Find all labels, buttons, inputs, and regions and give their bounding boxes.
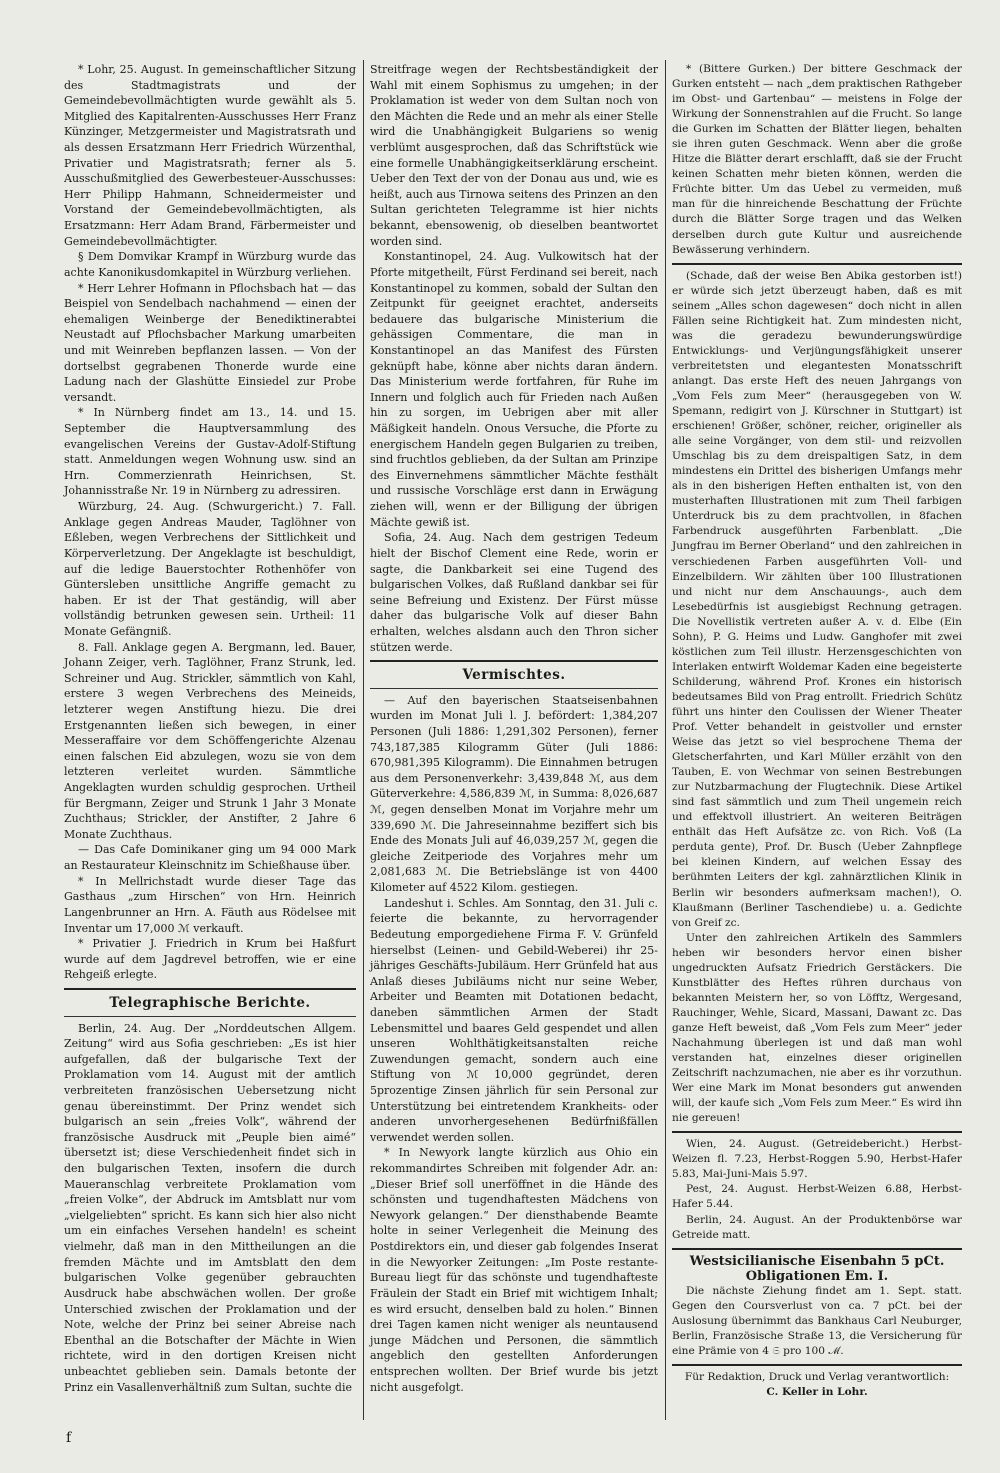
article-cafe: — Das Cafe Dominikaner ging um 94 000 Mark an Restaurateur Kleinschnitz im Schießhause über.	[64, 843, 356, 873]
column-3	[672, 62, 962, 1400]
section-rule	[672, 1364, 962, 1366]
article-continuation: Streitfrage wegen der Rechtsbeständigkeit der Wahl mit einem Sophismus zu umgehen; in der Proklamation ist weder von dem Sultan noch von den Mächten die Rede und an mehr als einer Stelle wird die Unabhängigkeit Bulgariens so wenig verblümt ausgesprochen, daß das Schriftstück wie eine formelle Unabhängigkeitserklärung erscheint. Ueber den Text der von der Donau aus und, wie es heißt, auch aus Tirnowa seitens des Prinzen an den Sultan gerichteten Telegramme ist hier nichts bekannt, ebensowenig, ob dieselben beantwortet worden sind.	[370, 63, 658, 248]
section-rule	[370, 688, 658, 689]
market-pest: Pest, 24. August. Herbst-Weizen 6.88, Herbst-Hafer 5.44.	[672, 1183, 962, 1211]
article-berlin: Berlin, 24. Aug. Der „Norddeutschen Allgem. Zeitung“ wird aus Sofia geschrieben: „Es ist hier aufgefallen, daß der bulgarische Text der Proklamation vom 14. August mit der amtlich verbreiteten französischen Uebersetzung nicht genau übereinstimmt. Der Prinz wendet sich bulgarisch an sein „freies Volk“, während der französische Ausdruck mit „Peuple bien aimé“ übersetzt ist; diese Verschiedenheit findet sich in den bulgarischen Texten, insofern die durch Maueranschlag verbreitete Proklamation vom „freien Volke“, der Abdruck im Amtsblatt nur vom „vielgeliebten“ spricht. Es kann sich hier also nicht um ein einfaches Versehen handeln! es scheint vielmehr, daß man in den Mittheilungen an die fremden Mächte und im Amtsblatt den dem bulgarischen Volke gegenüber gebrauchten Ausdruck habe abschwächen wollen. Der große Unterschied zwischen der Proklamation und der Note, welche der Prinz bei seiner Abreise nach Ebenthal an die Botschafter der Mächte in Wien richtete, wird in den dortigen Kreisen nicht unbeachtet geblieben sein. Damals betonte der Prinz ein Vasallenverhältniß zum Sultan, suchte die	[64, 1021, 356, 1394]
section-rule	[672, 1131, 962, 1133]
imprint-line: Für Redaktion, Druck und Verlag verantwortlich:	[684, 1370, 950, 1383]
article-schwurgericht-fall7: Würzburg, 24. Aug. (Schwurgericht.) 7. Fall. Anklage gegen Andreas Mauder, Taglöhner von Eßleben, wegen Verbrechens der Sittlichkeit und Körperverletzung. Der Angeklagte ist beschuldigt, auf die ledige Bauerstochter Rothenhöfer von Güntersleben unsittliche Angriffe gemacht zu haben. Er ist der That geständig, will aber vollständig betrunken gewesen sein. Urtheil: 11 Monate Gefängniß.	[64, 500, 356, 638]
section-rule	[370, 660, 658, 662]
article-newyork: * In Newyork langte kürzlich aus Ohio ein rekommandirtes Schreiben mit folgender Adr. an: „Dieser Brief soll unerföffnet in die Hände des schönsten und tugendhaftesten Mädchens von Newyork gelangen.“ Der diensthabende Beamte holte in seiner Verlegenheit die Meinung des Postdirektors ein, und dieser gab folgendes Inserat in die Newyorker Zeitungen: „Im Poste restante-Bureau liegt für das schönste und tugendhafteste Fräulein der Stadt ein Brief mit wichtigem Inhalt; es wird ersucht, denselben bald zu holen.“ Binnen drei Tagen kamen nicht weniger als neuntausend junge Mädchen und Personen, die sämmtlich angeblich den gestellten Anforderungen entsprechen wollten. Der Brief wurde bis jetzt nicht ausgefolgt.	[370, 1146, 658, 1394]
section-rule	[672, 1248, 962, 1250]
article-konstantinopel: Konstantinopel, 24. Aug. Vulkowitsch hat der Pforte mitgetheilt, Fürst Ferdinand sei bereit, nach Konstantinopel zu kommen, sobald der Sultan den Zeitpunkt für geeignet erachtet, anderseits bedauere das bulgarische Ministerium die gehässigen Commentare, die man in Konstantinopel an das Manifest des Fürsten geknüpft habe, könne aber nichts daran ändern. Das Ministerium werde fortfahren, für Ruhe im Innern und folglich auch für Frieden nach Außen hin zu sorgen, im Uebrigen aber mit aller Mäßigkeit handeln. Onous Versuche, die Pforte zu energischem Handeln gegen Bulgarien zu treiben, sind fruchtlos geblieben, da der Sultan am Prinzipe des Einvernehmens sämmtlicher Mächte festhält und russische Vorschläge erst dann in Erwägung ziehen will, wenn er der Billigung der übrigen Mächte gewiß ist.	[370, 250, 658, 529]
article-krum: * Privatier J. Friedrich in Krum bei Haßfurt wurde auf dem Jagdrevel betroffen, wie er eine Rehgeiß erlegte.	[64, 937, 356, 982]
article-domvikar: § Dem Domvikar Krampf in Würzburg wurde das achte Kanonikusdomkapitel in Würzburg verliehen.	[64, 250, 356, 279]
article-lohr: * Lohr, 25. August. In gemeinschaftlicher Sitzung des Stadtmagistrats und der Gemeindebevollmächtigten wurde gewählt als 5. Mitglied des Kapitalrenten-Ausschusses Herr Franz Künzinger, Metzgermeister und Magistratsrath und als dessen Ersatzmann Herr Friedrich Würzenthal, Privatier und Magistratsrath; ferner als 5. Ausschußmitglied des Gewerbesteuer-Ausschusses: Herr Philipp Hahmann, Schneidermeister und Vorstand der Gemeindebevollmächtigten, als Ersatzmann: Herr Adam Brand, Färbermeister und Gemeindebevollmächtigter.	[64, 63, 356, 248]
signature-mark: f	[66, 1430, 72, 1446]
ad-title: Westsicilianische Eisenbahn 5 pCt.	[689, 1253, 945, 1269]
ad-body: Die nächste Ziehung findet am 1. Sept. statt. Gegen den Coursverlust von ca. 7 pCt. bei der Auslosung übernimmt das Bankhaus Carl Neuburger, Berlin, Französische Straße 13, die Versicherung für eine Prämie von 4 𝔖 pro 100 ℳ.	[672, 1284, 962, 1357]
column-divider	[363, 60, 364, 1420]
market-wien: Wien, 24. August. (Getreidebericht.) Herbst-Weizen fl. 7.23, Herbst-Roggen 5.90, Herbst-Hafer 5.83, Mai-Juni-Mais 5.97.	[672, 1138, 962, 1181]
ad-subtitle: Obligationen Em. I.	[745, 1268, 889, 1284]
article-schwurgericht-fall8: 8. Fall. Anklage gegen A. Bergmann, led. Bauer, Johann Zeiger, verh. Taglöhner, Franz Strunk, led. Schreiner und Aug. Strickler, sämmtlich von Kahl, erstere 3 wegen Verbrechens des Meineids, letzterer wegen Anstiftung hiezu. Die drei Erstgenannten ließen sich bewegen, in einer Messeraffaire vor dem Schöffengerichte Alzenau einen falschen Eid abzulegen, wozu sie von dem letzteren verleitet wurden. Sämmtliche Angeklagten wurden schuldig gesprochen. Urtheil für Bergmann, Zeiger und Strunk 1 Jahr 3 Monate Zuchthaus; Strickler, der Anstifter, 2 Jahre 6 Monate Zuchthaus.	[64, 640, 356, 841]
section-rule	[64, 988, 356, 990]
article-vom-fels-zum-meer-cont: Unter den zahlreichen Artikeln des Sammlers heben wir besonders hervor einen bisher ungedruckten Aufsatz Friedrich Gerstäckers. Die Kunstblätter des Heftes rühren durchaus von bekannten Meistern her, so von Löfftz, Wergesand, Rauchinger, Wehle, Sicard, Massani, Dawant zc. Das ganze Heft beweist, daß „Vom Fels zum Meer“ jeder Nachahmung überlegen ist und daß man wohl verstanden hat, einzelnes dieser originellen Zeitschrift nachzumachen, nie aber es ihr vorzuthun. Wer eine Mark im Monat besonders gut anwenden will, der kaufe sich „Vom Fels zum Meer.“ Es wird ihn nie gereuen!	[672, 931, 962, 1125]
article-landeshut: Landeshut i. Schles. Am Sonntag, den 31. Juli c. feierte die bekannte, zu hervorragender Bedeutung emporgediehene Firma F. V. Grünfeld hierselbst (Leinen- und Gebild-Weberei) ihr 25-jähriges Geschäfts-Jubiläum. Herr Grünfeld hat aus Anlaß dieses Jubiläums nicht nur seine Weber, Arbeiter und Beamten mit Dotationen bedacht, daneben sämmtlichen Armen der Stadt Lebensmittel und baares Geld gespendet und allen unseren Wohlthätigkeitsanstalten reiche Zuwendungen gemacht, sondern auch eine Stiftung von ℳ 10,000 gegründet, deren 5prozentige Zinsen jährlich für sein Personal zur Unterstützung bei eintretendem Krankheits- oder anderen unvorhergesehenen Bedürfnißfällen verwendet werden sollen.	[370, 896, 658, 1144]
article-nuernberg: * In Nürnberg findet am 13., 14. und 15. September die Hauptversammlung des evangelischen Vereins der Gustav-Adolf-Stiftung statt. Anmeldungen wegen Wohnung usw. sind an Hrn. Commerzienrath Heinrichsen, St. Johannisstraße Nr. 19 in Nürnberg zu adressiren.	[64, 406, 356, 498]
article-bittere-gurken: * (Bittere Gurken.) Der bittere Geschmack der Gurken entsteht — nach „dem praktischen Rathgeber im Obst- und Gartenbau“ — meistens in Folge der Wirkung der Sonnenstrahlen auf die Frucht. So lange die Gurken im Schatten der Blätter liegen, behalten sie ihren guten Geschmack. Wenn aber die große Hitze die Blätter derart erschlafft, daß sie der Frucht keinen Schatten mehr bieten können, werden die Früchte bitter. Um das Uebel zu vermeiden, muß man für die hinreichende Beschattung der Früchte durch die Blätter Sorge tragen und das Welken derselben durch gute Kultur und ausreichende Bewässerung verhindern.	[672, 63, 962, 256]
section-heading-vermischtes: Vermischtes.	[462, 667, 566, 684]
column-divider	[665, 60, 666, 1420]
imprint-name: C. Keller in Lohr.	[766, 1385, 868, 1398]
article-mellrichstadt: * In Mellrichstadt wurde dieser Tage das Gasthaus „zum Hirschen“ von Hrn. Heinrich Langenbrunner an Hrn. A. Fäuth aus Rödelsee mit Inventar um 17,000 ℳ verkauft.	[64, 874, 356, 935]
article-sofia: Sofia, 24. Aug. Nach dem gestrigen Tedeum hielt der Bischof Clement eine Rede, worin er sagte, die Dankbarkeit sei eine Tugend des bulgarischen Volkes, daß Rußland dankbar sei für seine Befreiung und Existenz. Der Fürst müsse daher das bulgarische Volk auf dieser Bahn erhalten, welches alsdann auch den Thron sicher stützen werde.	[370, 531, 658, 654]
market-berlin: Berlin, 24. August. An der Produktenbörse war Getreide matt.	[672, 1213, 962, 1241]
article-pflochsbach: * Herr Lehrer Hofmann in Pflochsbach hat — das Beispiel von Sendelbach nachahmend — einen der ehemaligen Weinberge der Benediktinerabtei Neustadt auf Pflochsbacher Markung umarbeiten und mit Weinreben bepflanzen lassen. — Von der dortselbst gegrabenen Thonerde wurde eine Ladung nach der Glashütte Einsiedel zur Probe versandt.	[64, 281, 356, 404]
column-2	[370, 62, 658, 1395]
article-staatseisenbahnen: — Auf den bayerischen Staatseisenbahnen wurden im Monat Juli l. J. befördert: 1,384,207 Personen (Juli 1886: 1,291,302 Personen), ferner 743,187,385 Kilogramm Güter (Juli 1886: 670,981,395 Kilogramm). Die Einnahmen betrugen aus dem Personenverkehr: 3,439,848 ℳ, aus dem Güterverkehre: 4,586,839 ℳ, in Summa: 8,026,687 ℳ, gegen denselben Monat im Vorjahre mehr um 339,690 ℳ. Die Jahreseinnahme beziffert sich bis Ende des Monats Juli auf 46,039,257 ℳ, gegen die gleiche Zeitperiode des Vorjahres mehr um 2,081,683 ℳ. Die Betriebslänge ist von 4400 Kilometer auf 4522 Kilom. gestiegen.	[370, 693, 658, 895]
section-rule	[64, 1016, 356, 1017]
section-heading-telegraphic: Telegraphische Berichte.	[109, 994, 311, 1011]
column-1	[64, 62, 356, 1395]
section-rule	[672, 263, 962, 265]
article-vom-fels-zum-meer: (Schade, daß der weise Ben Abika gestorben ist!) er würde sich jetzt überzeugt haben, daß es mit seinem „Alles schon dagewesen“ doch nicht in allen Fällen seine Richtigkeit hat. Zum mindesten nicht, was die geradezu bewunderungswürdige Entwicklungs- und Verjüngungsfähigkeit unserer verbreitetsten und elegantesten Monatsschrift anlangt. Das erste Heft des neuen Jahrgangs von „Vom Fels zum Meer“ (herausgegeben von W. Spemann, redigirt von J. Kürschner in Stuttgart) ist erschienen! Größer, schöner, reicher, origineller als alle seine Vorgänger, von dem stil- und reizvollen Umschlag bis zu dem dreispaltigen Satz, in dem mindestens ein Drittel des bisherigen Umfangs mehr als in den bisherigen Heften enthalten ist, von den musterhaften Illustrationen mit zum Theil farbigen Unterdruck bis zu dem prachtvollen, in 8fachen Farbendruck ausgeführten Farbenblatt. „Die Jungfrau im Berner Oberland“ und den zahlreichen in verschiedenen Farben ausgeführten Voll- und Einzelbildern. Wir zählten über 100 Illustrationen und nicht nur dem Anschauungs-, auch dem Lesebedürfnis ist ausgiebigst Rechnung getragen. Die Novellistik vertreten außer A. v. d. Elbe (Ein Sohn), P. G. Heims und Ludw. Ganghofer mit zwei köstlichen zum Teil illustr. Herzensgeschichten von Interlaken entwirft Woldemar Kaden eine begeisterte Schilderung, während Prof. Krones ein historisch bedeutsames Bild von Prag entrollt. Friedrich Schütz führt uns hinter den Coulissen der Wiener Theater Prof. Vetter behandelt in geistvoller und ernster Weise das jetzt so viel besprochene Thema der Gletscherfahrten, und Karl Müller erzählt von den Tauben, E. von Wechmar von seinen Bestrebungen zur Nutzbarmachung der Flugtechnik. Diese Artikel sind fast sämmtlich und zum Theil ungemein reich und effektvoll illustriert. An weiteren Beiträgen enthält das Heft Aufsätze zc. von Rich. Voß (La perduta gente), Prof. Dr. Busch (Ueber Zahnpflege bei kleinen Kindern, auf welchen Essay des berühmten Leiters der kgl. zahnärztlichen Klinik in Berlin wir besonders aufmerksam machen!), O. Klaußmann (Berliner Taschendiebe) u. a. Gedichte von Greif zc.	[672, 269, 962, 929]
